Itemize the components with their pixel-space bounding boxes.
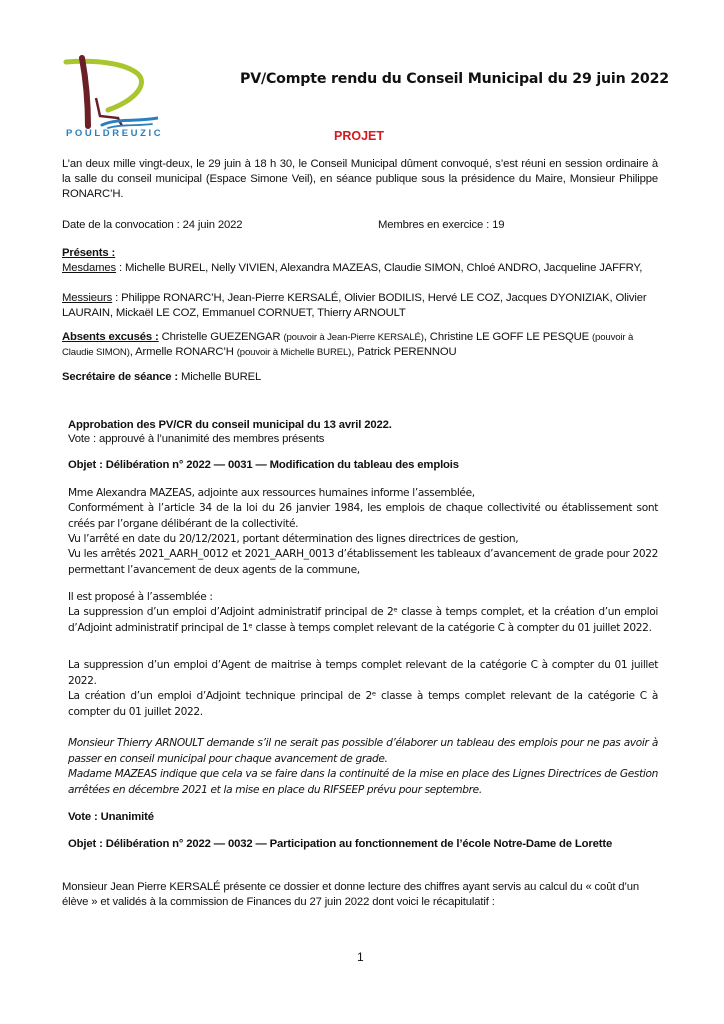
deliberation-0031-p3: Vu l’arrêté en date du 20/12/2021, portant détermination des lignes directrices de gestion, — [68, 533, 519, 545]
secretary-line — [62, 370, 261, 385]
deliberation-0031-vote: Vote : Unanimité — [68, 811, 154, 823]
absents-heading: Absents excusés : — [62, 331, 159, 343]
logo-text: POULDREUZIC — [66, 128, 164, 139]
proposal-intro: Il est proposé à l’assemblée : — [68, 591, 213, 603]
messieurs-list: : Philippe RONARC’H, Jean-Pierre KERSALÉ, Olivier BODILIS, Hervé LE COZ, Jacques DYONIZIAK, Olivier LAURAIN, Mickaël LE COZ, Emmanuel CORNUET, Thierry ARNOULT — [62, 292, 647, 319]
approval-vote: Vote : approuvé à l’unanimité des membres présents — [68, 433, 325, 445]
deliberation-0031-p4: Vu les arrêtés 2021_AARH_0012 et 2021_AARH_0013 d’établissement les tableaux d’avancement de grade pour 2022 permettant l’avancement de deux agents de la commune, — [68, 548, 658, 576]
proposal-3: La création d’un emploi d’Adjoint technique principal de 2ᵉ classe à temps complet relevant de la catégorie C à compter du 01 juillet 2022. — [68, 690, 658, 718]
proposal-2: La suppression d’un emploi d’Agent de maitrise à temps complet relevant de la catégorie C à compter du 01 juillet 2022. — [68, 659, 658, 687]
proposal-1: La suppression d’un emploi d’Adjoint administratif principal de 2ᵉ classe à temps complet, et la création d’un emploi d’Adjoint administratif principal de 1ᵉ classe à temps complet relevant de la catégorie C à compter du 01 juillet 2022. — [68, 606, 658, 634]
absent-name: , Armelle RONARC’H — [129, 346, 237, 358]
absent-name: , Christine LE GOFF LE PESQUE — [423, 331, 592, 343]
page-number: 1 — [357, 950, 364, 964]
deliberation-0032-heading: Objet : Délibération n° 2022 — 0032 — Participation au fonctionnement de l’école Notre-Dame de Lorette — [68, 838, 613, 850]
secretary-label: Secrétaire de séance : — [62, 371, 179, 383]
pouldreuzic-logo-icon — [62, 40, 158, 130]
deliberation-0032-p1: Monsieur Jean Pierre KERSALÉ présente ce dossier et donne lecture des chiffres ayant servis au calcul du « coût d’un élève » et validés à la commission de Finances du 27 juin 2022 dont voici le récapitulatif : — [62, 881, 640, 908]
status-badge: PROJET — [334, 129, 385, 143]
absent-proxy: (pouvoir à Michelle BUREL) — [236, 347, 352, 358]
absents-section — [62, 330, 658, 360]
secretary-name: Michelle BUREL — [178, 371, 262, 383]
approval-heading: Approbation des PV/CR du conseil municipal du 13 avril 2022. — [68, 419, 392, 431]
presents-heading: Présents : — [62, 247, 116, 259]
intro-paragraph: L’an deux mille vingt-deux, le 29 juin à 18 h 30, le Conseil Municipal dûment convoqué, s’est réuni en session ordinaire à la salle du conseil municipal (Espace Simone Veil), en séance publique sous la présidence du Maire, Monsieur Philippe RONARC’H. — [62, 158, 658, 200]
messieurs-label: Messieurs — [62, 292, 113, 304]
convocation-date: Date de la convocation : 24 juin 2022 — [62, 219, 243, 231]
absent-name: , Patrick PERENNOU — [351, 346, 457, 358]
absent-proxy: (pouvoir à Claudie SIMON) — [62, 332, 634, 358]
mesdames-label: Mesdames — [62, 262, 117, 274]
members-count: Membres en exercice : 19 — [378, 219, 505, 231]
presents-mesdames — [62, 261, 658, 276]
deliberation-0031-heading: Objet : Délibération n° 2022 — 0031 — Modification du tableau des emplois — [68, 459, 459, 471]
document-title: PV/Compte rendu du Conseil Municipal du 29 juin 2022 — [240, 71, 669, 87]
mesdames-list: : Michelle BUREL, Nelly VIVIEN, Alexandra MAZEAS, Claudie SIMON, Chloé ANDRO, Jacqueline JAFFRY, — [116, 262, 643, 274]
discussion-mazeas: Madame MAZEAS indique que cela va se faire dans la continuité de la mise en place des Lignes Directrices de Gestion arrêtées en décembre 2021 et la mise en place du RIFSEEP prévu pour septembre. — [68, 768, 658, 796]
absent-proxy: (pouvoir à Jean-Pierre KERSALÉ) — [283, 332, 424, 343]
absent-name: Christelle GUEZENGAR — [158, 331, 284, 343]
municipality-logo — [62, 40, 164, 140]
deliberation-0031-p2: Conformément à l’article 34 de la loi du 26 janvier 1984, les emplois de chaque collectivité ou établissement sont créés par l’organe délibérant de la collectivité. — [68, 502, 658, 530]
presents-messieurs — [62, 291, 666, 321]
discussion-arnoult: Monsieur Thierry ARNOULT demande s’il ne serait pas possible d’élaborer un tableau des emplois pour ne pas avoir à passer en conseil municipal pour chaque avancement de grade. — [68, 737, 658, 765]
deliberation-0031-p1: Mme Alexandra MAZEAS, adjointe aux ressources humaines informe l’assemblée, — [68, 487, 475, 499]
